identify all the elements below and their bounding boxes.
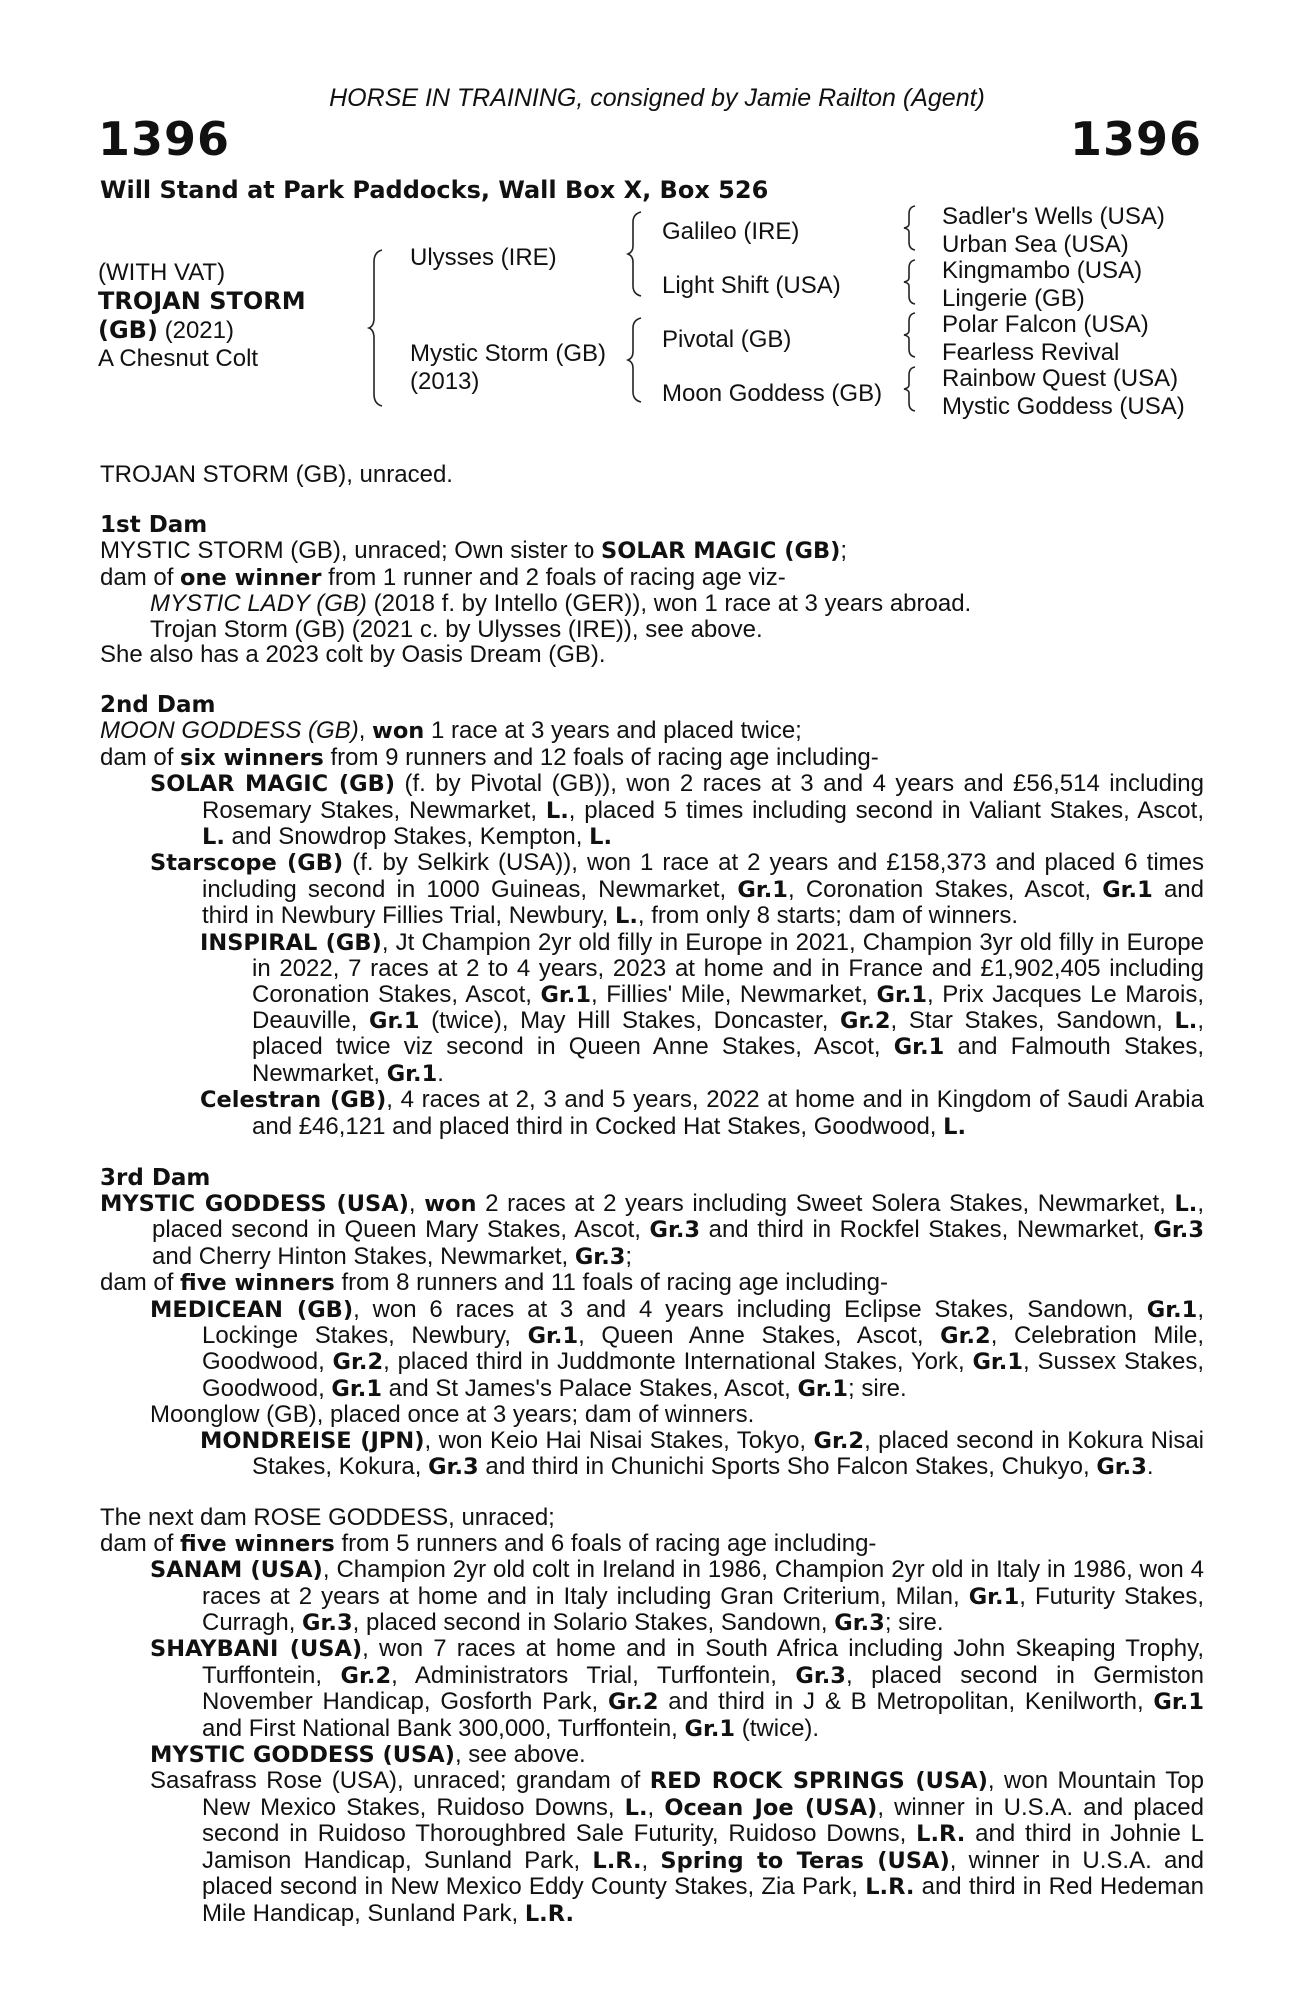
catalogue-body — [100, 462, 1204, 1927]
first-dam-offspring-1: MYSTIC LADY (GB) (2018 f. by Intello (GER)), won 1 race at 3 years abroad. — [150, 590, 972, 618]
produce-entry: SANAM (USA), Champion 2yr old colt in Ireland in 1986, Champion 2yr old in Italy in 1986, won 4 races at 2 years at home and in Italy including Gran Criterium, Milan, Gr.1, Futurity Stakes, Curragh, Gr.3, placed second in Solario Stakes, Sandown, Gr.3; sire. — [150, 1556, 1204, 1637]
horse-origin-year: (GB) (2021) — [98, 316, 234, 344]
pedigree-gen3-5: Polar Falcon (USA) — [942, 311, 1149, 338]
produce-entry: SHAYBANI (USA), won 7 races at home and in South Africa including John Skeaping Trophy, Turffontein, Gr.2, Administrators Trial, Turffontein, Gr.3, placed second in Germiston November Handicap, Gosforth Park, Gr.2 and third in J & B Metropolitan, Kenilworth, Gr.1 and First National Bank 300,000, Turffontein, Gr.1 (twice). — [150, 1635, 1204, 1742]
third-dam-heading: 3rd Dam — [100, 1164, 211, 1191]
bracket-sire — [627, 210, 647, 298]
pedigree-sire-sire: Galileo (IRE) — [662, 218, 800, 245]
first-dam-line: MYSTIC STORM (GB), unraced; Own sister to SOLAR MAGIC (GB); — [100, 537, 848, 565]
second-dam-line: MOON GODDESS (GB), won 1 race at 3 years and placed twice; — [100, 717, 802, 745]
first-dam-heading: 1st Dam — [100, 512, 208, 539]
lot-number-left: 1396 — [98, 112, 231, 166]
produce-entry: INSPIRAL (GB), Jt Champion 2yr old filly in Europe in 2021, Champion 3yr old filly in Europe in 2022, 7 races at 2 to 4 years, 2023 at home and in France and £1,902,405 including Coronation Stakes, Ascot, Gr.1, Fillies' Mile, Newmarket, Gr.1, Prix Jacques Le Marois, Deauville, Gr.1 (twice), May Hill Stakes, Doncaster, Gr.2, Star Stakes, Sandown, L., placed twice viz second in Queen Anne Stakes, Ascot, Gr.1 and Falmouth Stakes, Newmarket, Gr.1. — [200, 928, 1205, 1087]
third-dam-produce-summary: dam of five winners from 8 runners and 11 foals of racing age including- — [100, 1269, 888, 1297]
pedigree-sire: Ulysses (IRE) — [410, 244, 557, 271]
pedigree-gen3-7: Rainbow Quest (USA) — [942, 365, 1179, 392]
produce-entry: MEDICEAN (GB), won 6 races at 3 and 4 years including Eclipse Stakes, Sandown, Gr.1, Lockinge Stakes, Newbury, Gr.1, Queen Anne Stakes, Ascot, Gr.2, Celebration Mile, Goodwood, Gr.2, placed third in Juddmonte International Stakes, York, Gr.1, Sussex Stakes, Goodwood, Gr.1 and St James's Palace Stakes, Ascot, Gr.1; sire. — [150, 1295, 1205, 1402]
produce-entry: Starscope (GB) (f. by Selkirk (USA)), won 1 race at 2 years and £158,373 and placed 6 times including second in 1000 Guineas, Newmarket, Gr.1, Coronation Stakes, Ascot, Gr.1 and third in Newbury Fillies Trial, Newbury, L., from only 8 starts; dam of winners. — [150, 849, 1204, 930]
next-dam-line: The next dam ROSE GODDESS, unraced; — [100, 1504, 555, 1532]
bracket-dam — [627, 316, 647, 404]
third-dam-line: MYSTIC GODDESS (USA), won 2 races at 2 years including Sweet Solera Stakes, Newmarket, L., placed second in Queen Mary Stakes, Ascot, Gr.3 and third in Rockfel Stakes, Newmarket, Gr.3 and Cherry Hinton Stakes, Newmarket, Gr.3; — [100, 1189, 1205, 1270]
bracket-sd — [903, 258, 921, 306]
pedigree-gen3-1: Sadler's Wells (USA) — [942, 203, 1165, 230]
next-dam-produce-summary: dam of five winners from 5 runners and 6 foals of racing age including- — [100, 1529, 877, 1557]
first-dam-note: She also has a 2023 colt by Oasis Dream (GB). — [100, 641, 606, 669]
bracket-gen1 — [368, 248, 388, 408]
intro-line: TROJAN STORM (GB), unraced. — [100, 461, 453, 488]
bracket-dd — [903, 365, 921, 413]
second-dam-heading: 2nd Dam — [100, 692, 216, 719]
horse-description: A Chesnut Colt — [98, 345, 259, 372]
pedigree-dam: Mystic Storm (GB) (2013) — [410, 340, 606, 395]
produce-entry: MONDREISE (JPN), won Keio Hai Nisai Stakes, Tokyo, Gr.2, placed second in Kokura Nisai Stakes, Kokura, Gr.3 and third in Chunichi Sports Sho Falcon Stakes, Chukyo, Gr.3. — [200, 1426, 1204, 1480]
first-dam-produce-summary: dam of one winner from 1 runner and 2 foals of racing age viz- — [100, 563, 786, 591]
bracket-ss — [903, 204, 921, 252]
vat-label: (WITH VAT) — [98, 259, 226, 286]
bracket-ds — [903, 311, 921, 359]
pedigree-gen3-4: Lingerie (GB) — [942, 285, 1085, 312]
produce-entry: Sasafrass Rose (USA), unraced; grandam of RED ROCK SPRINGS (USA), won Mountain Top New Mexico Stakes, Ruidoso Downs, L., Ocean Joe (USA), winner in U.S.A. and placed second in Ruidoso Thoroughbred Sale Futurity, Ruidoso Downs, L.R. and third in Johnie L Jamison Handicap, Sunland Park, L.R., Spring to Teras (USA), winner in U.S.A. and placed second in New Mexico Eddy County Stakes, Zia Park, L.R. and third in Red Hedeman Mile Handicap, Sunland Park, L.R. — [150, 1767, 1204, 1927]
consignor-line: HORSE IN TRAINING, consigned by Jamie Railton (Agent) — [329, 84, 985, 112]
stand-location: Will Stand at Park Paddocks, Wall Box X, Box 526 — [100, 176, 769, 204]
produce-entry: Celestran (GB), 4 races at 2, 3 and 5 years, 2022 at home and in Kingdom of Saudi Arabia and £46,121 and placed third in Cocked Hat Stakes, Goodwood, L. — [200, 1086, 1204, 1140]
produce-entry: SOLAR MAGIC (GB) (f. by Pivotal (GB)), won 2 races at 3 and 4 years and £56,514 including Rosemary Stakes, Newmarket, L., placed 5 times including second in Valiant Stakes, Ascot, L. and Snowdrop Stakes, Kempton, L. — [150, 770, 1204, 851]
pedigree-gen3-3: Kingmambo (USA) — [942, 257, 1143, 284]
pedigree-dam-sire: Pivotal (GB) — [662, 326, 792, 353]
produce-entry: MYSTIC GODDESS (USA), see above. — [150, 1741, 586, 1769]
second-dam-produce-summary: dam of six winners from 9 runners and 12 foals of racing age including- — [100, 743, 879, 771]
horse-block — [98, 259, 306, 373]
pedigree-sire-dam: Light Shift (USA) — [662, 272, 841, 299]
first-dam-offspring-2: Trojan Storm (GB) (2021 c. by Ulysses (IRE)), see above. — [150, 615, 763, 643]
produce-entry: Moonglow (GB), placed once at 3 years; dam of winners. — [150, 1401, 755, 1429]
pedigree-gen3-2: Urban Sea (USA) — [942, 231, 1129, 258]
pedigree-gen3-6: Fearless Revival — [942, 339, 1120, 366]
horse-name: TROJAN STORM — [98, 287, 306, 315]
pedigree-dam-dam: Moon Goddess (GB) — [662, 380, 883, 407]
lot-number-right: 1396 — [1069, 112, 1202, 166]
pedigree-gen3-8: Mystic Goddess (USA) — [942, 393, 1185, 420]
